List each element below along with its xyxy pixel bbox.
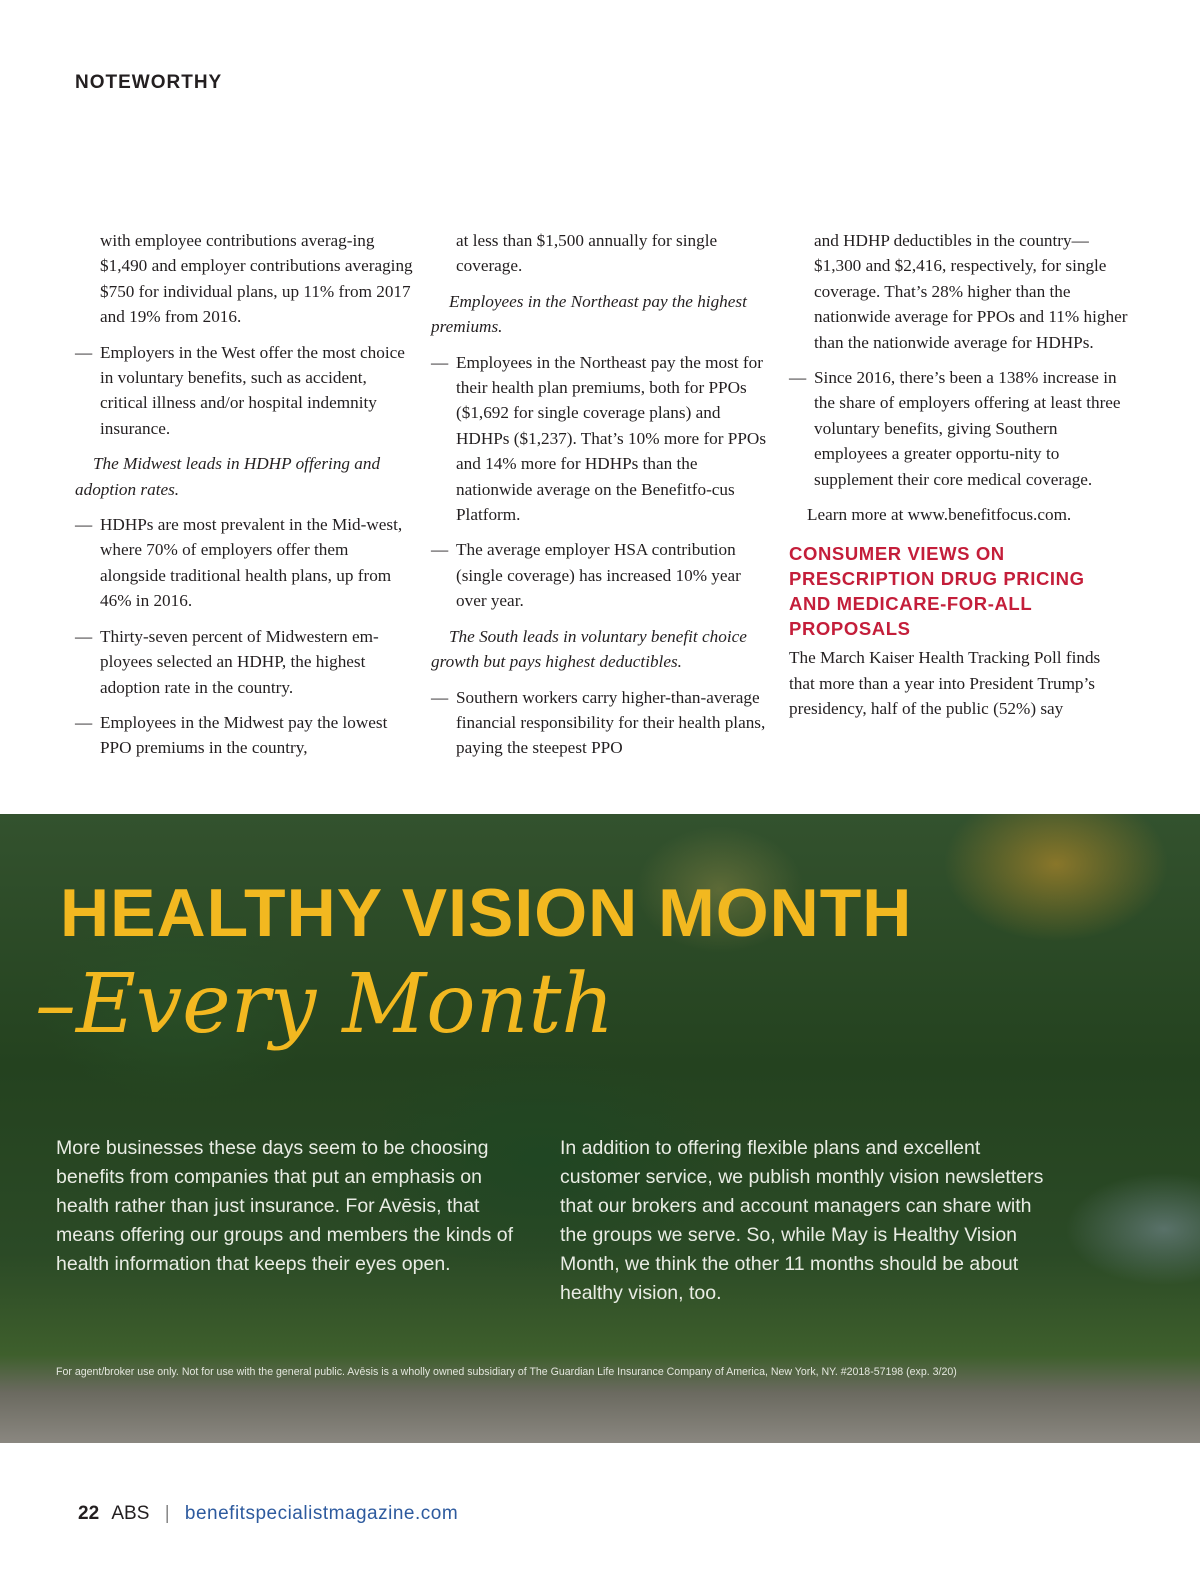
bullet-text: The average employer HSA contribution (single coverage) has increased 10% year over year. (456, 540, 741, 611)
bullet-text: HDHPs are most prevalent in the Mid-west, where 70% of employers offer them alongside traditional health plans, up from 46% in 2016. (100, 515, 403, 611)
bullet-item (75, 624, 415, 700)
article-column-1 (75, 228, 415, 771)
dash-marker: — (431, 352, 449, 372)
dash-marker: — (789, 368, 807, 388)
paragraph: at less than $1,500 annually for single coverage. (456, 231, 718, 276)
publication-name: ABS (111, 1503, 150, 1524)
bullet-text: Employees in the Midwest pay the lowest PPO premiums in the country, (100, 712, 388, 758)
footer-separator: | (164, 1503, 170, 1524)
ad-text-left (56, 1134, 536, 1279)
ad-paragraph: More businesses these days seem to be choosing benefits from companies that put an emphasis on health rather than just insurance. For Avēsis, that means offering our groups and members the kinds of health information that keeps their eyes open. (56, 1137, 514, 1275)
bullet-item (431, 685, 771, 761)
vision-advertisement (0, 814, 1200, 1443)
subheading: Employees in the Northeast pay the highest premiums. (431, 291, 747, 337)
ad-text-right (560, 1134, 1050, 1308)
bullet-text: Southern workers carry higher-than-average financial responsibility for their health plans, paying the steepest PPO (456, 687, 766, 758)
dash-marker: — (75, 712, 93, 732)
ad-paragraph: In addition to offering flexible plans and excellent customer service, we publish monthly vision newsletters that our brokers and account managers can share with the groups we serve. So, while May is Healthy Vision Month, we think the other 11 months should be about healthy vision, too. (560, 1137, 1044, 1304)
paragraph: The March Kaiser Health Tracking Poll finds that more than a year into President Trump’s presidency, half of the public (52%) say (789, 648, 1101, 719)
subheading: The Midwest leads in HDHP offering and adoption rates. (75, 454, 381, 499)
bullet-item (75, 710, 415, 761)
dash-marker: — (75, 342, 93, 362)
paragraph: Learn more at www.benefitfocus.com. (807, 505, 1072, 525)
paragraph: and HDHP deductibles in the country—$1,300 and $2,416, respectively, for single coverage. That’s 28% higher than the nationwide average for PPOs and 11% higher than the nationwide average for HDHPs. (814, 231, 1128, 352)
bullet-item (431, 350, 771, 528)
bullet-item (789, 365, 1129, 492)
bullet-item (75, 512, 415, 614)
dash-marker: — (431, 687, 449, 707)
bullet-text: Employers in the West offer the most choice in voluntary benefits, such as accident, critical illness and/or hospital indemnity insurance. (100, 342, 405, 438)
page-footer (78, 1503, 458, 1525)
article-column-3 (789, 228, 1129, 722)
page-number: 22 (78, 1503, 100, 1524)
subheading: The South leads in voluntary benefit choice growth but pays highest deductibles. (431, 626, 747, 672)
website-link[interactable]: benefitspecialistmagazine.com (184, 1503, 459, 1524)
ad-script-subtitle: –Every Month (35, 957, 615, 1052)
article-column-2 (431, 228, 771, 771)
bullet-text: Since 2016, there’s been a 138% increase in the share of employers offering at least three voluntary benefits, giving Southern employees a greater opportu-nity to supplement their core medical coverage. (814, 368, 1121, 489)
bullet-text: Employees in the Northeast pay the most for their health plan premiums, both for PPOs ($1,692 for single coverage plans) and HDHPs ($1,237). That’s 10% more for PPOs and 14% more for HDHPs than the nationwide average on the Benefitfo-cus Platform. (456, 352, 767, 525)
ad-disclaimer: For agent/broker use only. Not for use with the general public. Avēsis is a wholly owned subsidiary of The Guardian Life Insurance Company of America, New York, NY. #2018-57198 (exp. 3/20) (56, 1366, 957, 1378)
paragraph: with employee contributions averag-ing $1,490 and employer contributions averaging $750 for individual plans, up 11% from 2017 and 19% from 2016. (100, 231, 413, 327)
bullet-text: Thirty-seven percent of Midwestern em-ployees selected an HDHP, the highest adoption rate in the country. (100, 626, 379, 697)
bullet-item (431, 537, 771, 613)
article-headline: CONSUMER VIEWS ON PRESCRIPTION DRUG PRICING AND MEDICARE-FOR-ALL PROPOSALS (789, 543, 1085, 640)
bullet-item (75, 340, 415, 442)
ad-title: HEALTHY VISION MONTH (60, 875, 913, 951)
dash-marker: — (431, 540, 449, 560)
section-label: NOTEWORTHY (75, 72, 223, 93)
dash-marker: — (75, 515, 93, 535)
dash-marker: — (75, 626, 93, 646)
